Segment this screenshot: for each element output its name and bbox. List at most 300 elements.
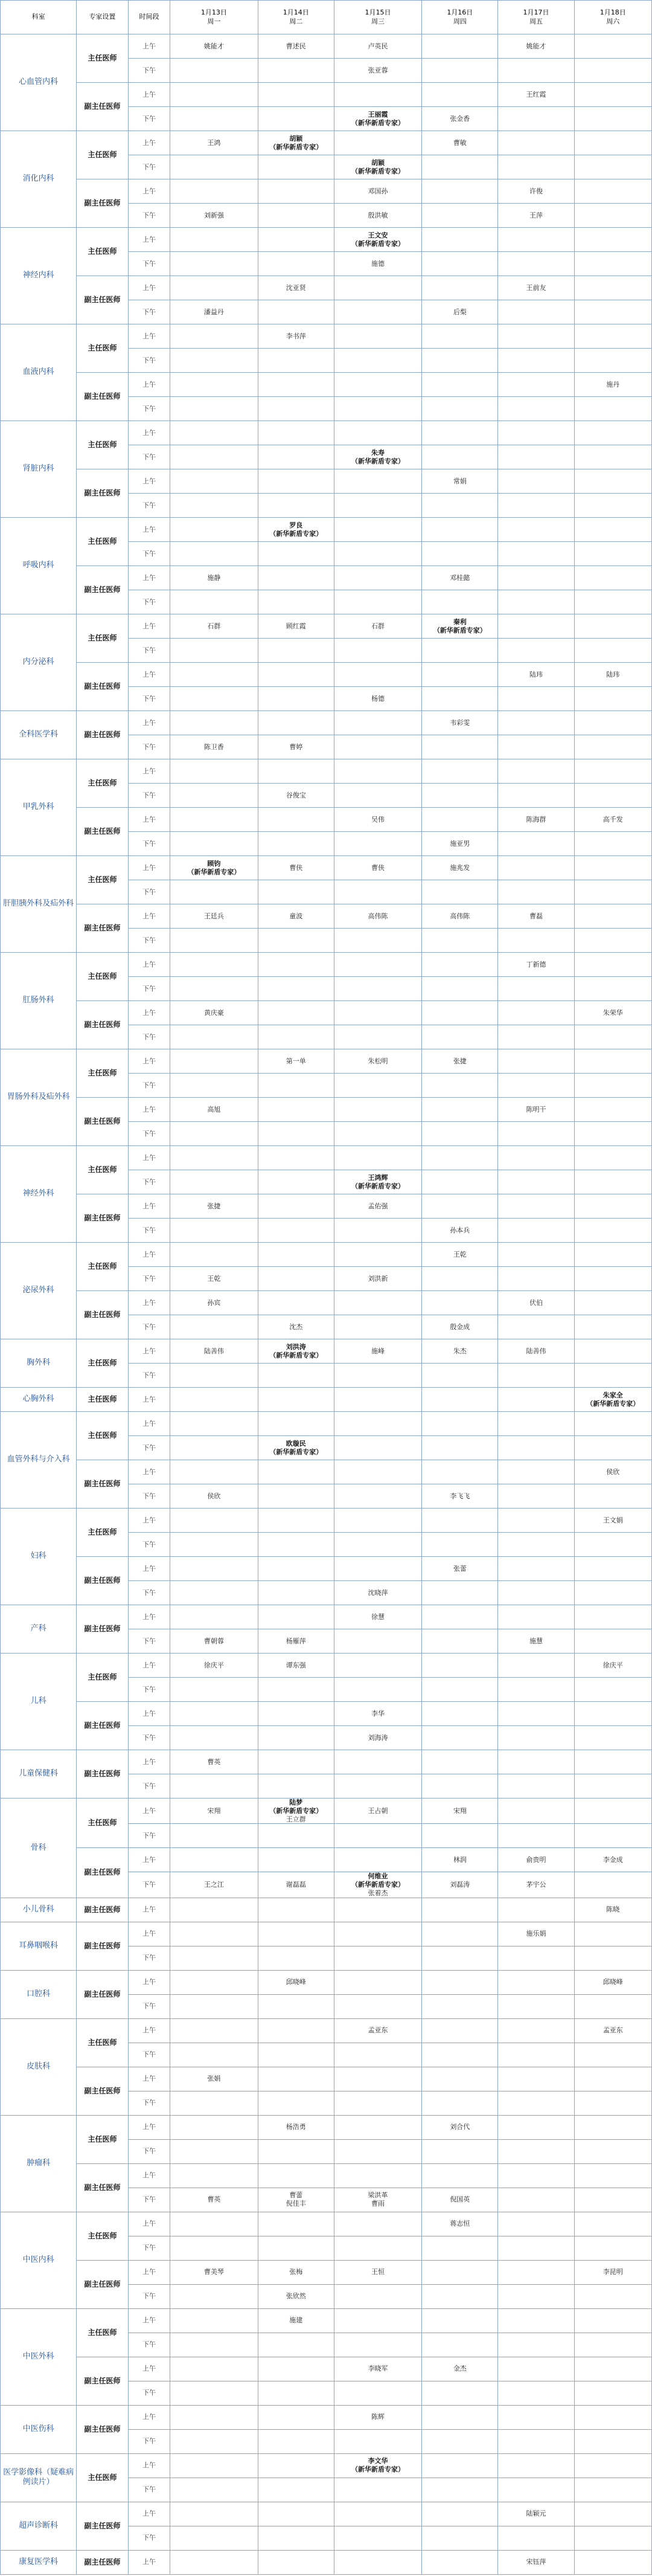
time-slot: 上午 [128, 228, 170, 252]
doctor-name: 谷俊宝 [286, 791, 306, 799]
time-slot: 上午 [128, 2453, 170, 2478]
schedule-cell [574, 179, 651, 204]
schedule-cell [422, 1170, 498, 1194]
schedule-cell [422, 204, 498, 228]
schedule-cell [422, 179, 498, 204]
schedule-cell [498, 1750, 574, 1774]
header-row [1, 1, 652, 34]
schedule-cell [334, 397, 421, 421]
schedule-cell [498, 542, 574, 566]
schedule-cell [574, 445, 651, 469]
time-slot: 上午 [128, 953, 170, 977]
schedule-cell [422, 1702, 498, 1726]
time-slot: 下午 [128, 1994, 170, 2018]
schedule-cell [422, 373, 498, 397]
schedule-cell [422, 2357, 498, 2381]
schedule-cell [422, 2478, 498, 2502]
schedule-cell [498, 1629, 574, 1653]
schedule-cell [498, 1898, 574, 1922]
schedule-cell [574, 1049, 651, 1074]
schedule-cell [498, 2308, 574, 2333]
doctor-title: 主任医师 [77, 228, 129, 276]
schedule-cell [422, 324, 498, 349]
schedule-cell [498, 300, 574, 324]
schedule-cell [574, 1412, 651, 1436]
doctor-title: 副主任医师 [77, 2260, 129, 2308]
doctor-name: 陆玮 [606, 670, 620, 678]
doctor-title: 主任医师 [77, 2212, 129, 2260]
schedule-cell [422, 1994, 498, 2018]
schedule-cell [574, 856, 651, 880]
schedule-cell [498, 614, 574, 639]
doctor-name: 童波 [289, 912, 303, 920]
schedule-cell [498, 1001, 574, 1025]
schedule-cell [170, 373, 258, 397]
schedule-cell [574, 1484, 651, 1509]
col-header-day [498, 1, 574, 34]
time-slot: 上午 [128, 1557, 170, 1581]
schedule-cell [574, 1774, 651, 1798]
doctor-title: 副主任医师 [77, 663, 129, 711]
schedule-cell [258, 1970, 334, 1994]
schedule-cell [422, 614, 498, 639]
table-row [1, 1798, 652, 1824]
table-row [1, 808, 652, 832]
schedule-cell [574, 373, 651, 397]
schedule-cell [422, 1364, 498, 1388]
schedule-cell [258, 614, 334, 639]
doctor-name: 吴伟 [371, 815, 385, 823]
doctor-name: 陈辉 [371, 2413, 385, 2421]
time-slot: 下午 [128, 735, 170, 759]
schedule-cell [170, 1001, 258, 1025]
schedule-cell [574, 784, 651, 808]
schedule-cell [422, 759, 498, 784]
schedule-cell [258, 1702, 334, 1726]
schedule-cell [334, 107, 421, 131]
time-slot: 下午 [128, 397, 170, 421]
schedule-cell [422, 1460, 498, 1484]
time-slot: 下午 [128, 107, 170, 131]
dept-name: 全科医学科 [1, 711, 77, 759]
schedule-cell [498, 759, 574, 784]
doctor-title: 主任医师 [77, 1339, 129, 1388]
schedule-cell [170, 1970, 258, 1994]
schedule-cell [258, 1798, 334, 1824]
schedule-cell [422, 2115, 498, 2139]
doctor-name: 倪国英 [450, 2195, 470, 2204]
time-slot: 上午 [128, 518, 170, 542]
doctor-name: 朱荣华 [602, 1008, 623, 1017]
schedule-cell [574, 2381, 651, 2405]
schedule-cell [334, 324, 421, 349]
schedule-cell [334, 1049, 421, 1074]
time-slot: 下午 [128, 1629, 170, 1653]
doctor-name: 王立群 [286, 1815, 306, 1823]
schedule-cell [258, 2453, 334, 2478]
schedule-cell [258, 1509, 334, 1533]
schedule-cell [170, 856, 258, 880]
table-row [1, 179, 652, 204]
doctor-name: 石群 [371, 622, 385, 630]
schedule-cell [498, 2405, 574, 2429]
schedule-cell [498, 1970, 574, 1994]
schedule-cell [258, 1994, 334, 2018]
doctor-name: 陈晓 [606, 1905, 620, 1914]
expert-name: （新华新盾专家） [187, 868, 241, 876]
table-row [1, 324, 652, 349]
col-header-day [170, 1, 258, 34]
schedule-cell [170, 155, 258, 179]
schedule-cell [498, 1678, 574, 1702]
time-slot: 下午 [128, 929, 170, 953]
schedule-cell [170, 2453, 258, 2478]
table-row [1, 711, 652, 735]
schedule-cell [258, 494, 334, 518]
schedule-cell [334, 2236, 421, 2260]
time-slot: 上午 [128, 2115, 170, 2139]
schedule-cell [258, 1194, 334, 1219]
schedule-cell [422, 2502, 498, 2526]
schedule-cell [334, 2502, 421, 2526]
time-slot: 上午 [128, 373, 170, 397]
schedule-cell [574, 228, 651, 252]
doctor-title: 副主任医师 [77, 1750, 129, 1798]
schedule-cell [170, 2550, 258, 2574]
doctor-name: 殷洪敏 [368, 211, 388, 219]
schedule-cell [334, 2381, 421, 2405]
doctor-name: 侯欣 [606, 1467, 620, 1476]
table-row [1, 953, 652, 977]
schedule-cell [574, 1726, 651, 1750]
expert-name: （新华新盾专家） [269, 1806, 323, 1815]
doctor-title: 主任医师 [77, 2308, 129, 2357]
schedule-cell [258, 832, 334, 856]
time-slot: 上午 [128, 904, 170, 929]
schedule-cell [334, 1219, 421, 1243]
schedule-cell [334, 639, 421, 663]
table-row [1, 1146, 652, 1170]
dept-name: 神经内科 [1, 228, 77, 324]
schedule-cell [574, 880, 651, 904]
schedule-cell [258, 1436, 334, 1460]
schedule-cell [574, 131, 651, 155]
schedule-cell [422, 59, 498, 83]
doctor-name: 邓国孙 [368, 187, 388, 195]
schedule-cell [422, 2236, 498, 2260]
dept-name: 中医外科 [1, 2308, 77, 2405]
doctor-name: 施德 [371, 259, 385, 268]
time-slot: 下午 [128, 349, 170, 373]
schedule-cell [334, 1098, 421, 1122]
day-weekday: 周四 [453, 17, 467, 25]
doctor-name: 曹侠 [289, 863, 303, 872]
col-header-day [334, 1, 421, 34]
schedule-cell [170, 1194, 258, 1219]
schedule-cell [258, 2115, 334, 2139]
col-header-day [258, 1, 334, 34]
schedule-cell [574, 1750, 651, 1774]
schedule-cell [170, 1774, 258, 1798]
schedule-cell [498, 2284, 574, 2308]
schedule-cell [334, 832, 421, 856]
doctor-name: 施峰 [371, 1347, 385, 1355]
doctor-name: 孟佑强 [368, 1202, 388, 1210]
expert-name: 朱寿 [371, 448, 385, 457]
schedule-cell [574, 2091, 651, 2115]
table-row [1, 2357, 652, 2381]
doctor-name: 曹雨 [371, 2200, 385, 2207]
schedule-cell [334, 276, 421, 300]
schedule-cell [422, 1388, 498, 1412]
schedule-cell [170, 1146, 258, 1170]
schedule-cell [498, 1436, 574, 1460]
time-slot: 上午 [128, 324, 170, 349]
doctor-title: 主任医师 [77, 1509, 129, 1557]
schedule-cell [334, 1339, 421, 1364]
time-slot: 下午 [128, 1364, 170, 1388]
schedule-cell [334, 228, 421, 252]
doctor-title: 副主任医师 [77, 1557, 129, 1605]
time-slot: 上午 [128, 1460, 170, 1484]
schedule-cell [498, 2550, 574, 2574]
schedule-cell [574, 2188, 651, 2212]
time-slot: 上午 [128, 1750, 170, 1774]
schedule-cell [334, 1774, 421, 1798]
schedule-cell [498, 1267, 574, 1291]
doctor-name: 蒋志恒 [450, 2220, 470, 2228]
schedule-cell [258, 155, 334, 179]
doctor-name: 姚能才 [526, 42, 546, 50]
schedule-cell [334, 663, 421, 687]
doctor-name: 陈明干 [526, 1105, 546, 1113]
schedule-cell [574, 929, 651, 953]
time-slot: 上午 [128, 1291, 170, 1315]
schedule-cell [498, 2429, 574, 2453]
table-row [1, 2018, 652, 2043]
schedule-cell [498, 1315, 574, 1339]
schedule-cell [170, 2212, 258, 2236]
doctor-name: 王红霞 [526, 90, 546, 98]
table-row [1, 1291, 652, 1315]
doctor-title: 主任医师 [77, 34, 129, 83]
schedule-cell [258, 663, 334, 687]
schedule-cell [574, 542, 651, 566]
schedule-cell [334, 1872, 421, 1898]
schedule-cell [170, 1170, 258, 1194]
doctor-name: 邓桂懿 [450, 573, 470, 582]
schedule-cell [422, 1315, 498, 1339]
schedule-cell [334, 1702, 421, 1726]
schedule-cell [422, 300, 498, 324]
schedule-cell [334, 1750, 421, 1774]
schedule-cell [422, 2067, 498, 2091]
col-header-title: 专家设置 [77, 1, 129, 34]
schedule-cell [170, 1702, 258, 1726]
time-slot: 下午 [128, 1946, 170, 1970]
schedule-cell [170, 711, 258, 735]
schedule-cell [422, 1412, 498, 1436]
schedule-cell [422, 1436, 498, 1460]
doctor-name: 徐慧 [371, 1612, 385, 1621]
schedule-cell [498, 204, 574, 228]
doctor-title: 副主任医师 [77, 83, 129, 131]
schedule-cell [422, 1898, 498, 1922]
schedule-cell [334, 1629, 421, 1653]
time-slot: 下午 [128, 1267, 170, 1291]
schedule-cell [258, 2357, 334, 2381]
schedule-cell [170, 2381, 258, 2405]
schedule-cell [574, 2429, 651, 2453]
schedule-cell [498, 1533, 574, 1557]
schedule-cell [258, 518, 334, 542]
schedule-cell [574, 1364, 651, 1388]
schedule-cell [422, 1824, 498, 1848]
doctor-name: 李晓军 [368, 2365, 388, 2373]
schedule-cell [498, 2381, 574, 2405]
schedule-cell [498, 445, 574, 469]
schedule-cell [334, 2478, 421, 2502]
schedule-cell [422, 421, 498, 445]
doctor-name: 曹英 [207, 2195, 221, 2204]
time-slot: 上午 [128, 2308, 170, 2333]
schedule-cell [258, 252, 334, 276]
schedule-cell [422, 663, 498, 687]
schedule-cell [422, 2043, 498, 2067]
schedule-cell [574, 1219, 651, 1243]
schedule-cell [258, 1872, 334, 1898]
schedule-cell [422, 34, 498, 59]
schedule-cell [574, 1243, 651, 1267]
schedule-cell [498, 1509, 574, 1533]
schedule-cell [422, 349, 498, 373]
schedule-cell [498, 179, 574, 204]
schedule-cell [422, 1098, 498, 1122]
expert-name: 欧璇民 [286, 1439, 306, 1447]
time-slot: 上午 [128, 1702, 170, 1726]
doctor-name: 陆善伟 [203, 1347, 224, 1355]
schedule-cell [334, 2405, 421, 2429]
doctor-title: 副主任医师 [77, 2502, 129, 2550]
doctor-name: 施亚男 [450, 839, 470, 848]
doctor-name: 宋钰萍 [526, 2558, 546, 2566]
time-slot: 下午 [128, 155, 170, 179]
schedule-cell [574, 2212, 651, 2236]
schedule-cell [574, 2139, 651, 2163]
doctor-name: 陈海群 [526, 815, 546, 823]
schedule-cell [498, 1922, 574, 1946]
expert-name: 李文华 [368, 2457, 388, 2465]
time-slot: 上午 [128, 2357, 170, 2381]
schedule-cell [334, 1509, 421, 1533]
schedule-cell [170, 469, 258, 494]
expert-name: 朱家全 [602, 1391, 623, 1399]
schedule-cell [498, 1146, 574, 1170]
schedule-cell [422, 1750, 498, 1774]
schedule-cell [422, 2526, 498, 2550]
schedule-cell [170, 1291, 258, 1315]
col-header-day [574, 1, 651, 34]
schedule-cell [258, 83, 334, 107]
schedule-cell [422, 252, 498, 276]
doctor-name: 施乐娟 [526, 1930, 546, 1938]
schedule-cell [574, 1291, 651, 1315]
schedule-cell [258, 1946, 334, 1970]
doctor-name: 张梅 [289, 2268, 303, 2276]
schedule-cell [574, 2284, 651, 2308]
time-slot: 下午 [128, 832, 170, 856]
table-row [1, 1702, 652, 1726]
doctor-title: 主任医师 [77, 518, 129, 566]
schedule-cell [498, 856, 574, 880]
table-row [1, 1049, 652, 1074]
table-row [1, 1970, 652, 1994]
schedule-cell [498, 1194, 574, 1219]
schedule-cell [574, 276, 651, 300]
table-row [1, 1605, 652, 1629]
schedule-cell [334, 1533, 421, 1557]
doctor-title: 主任医师 [77, 421, 129, 469]
schedule-cell [334, 1194, 421, 1219]
time-slot: 下午 [128, 1484, 170, 1509]
schedule-cell [498, 2018, 574, 2043]
time-slot: 下午 [128, 1533, 170, 1557]
doctor-title: 副主任医师 [77, 373, 129, 421]
schedule-cell [422, 1653, 498, 1678]
schedule-cell [334, 880, 421, 904]
expert-name: （新华新盾专家） [586, 1399, 640, 1408]
schedule-cell [258, 1025, 334, 1049]
schedule-cell [334, 2429, 421, 2453]
doctor-name: 倪佳丰 [286, 2200, 306, 2207]
schedule-cell [258, 566, 334, 590]
time-slot: 下午 [128, 1436, 170, 1460]
schedule-cell [258, 469, 334, 494]
schedule-cell [574, 1267, 651, 1291]
schedule-cell [422, 1533, 498, 1557]
expert-name: 何维业 [368, 1872, 388, 1881]
schedule-cell [334, 2357, 421, 2381]
day-weekday: 周五 [529, 17, 543, 25]
schedule-cell [498, 1074, 574, 1098]
schedule-cell [334, 1146, 421, 1170]
doctor-title: 主任医师 [77, 1146, 129, 1194]
time-slot: 上午 [128, 1605, 170, 1629]
time-slot: 上午 [128, 2550, 170, 2574]
schedule-cell [498, 1460, 574, 1484]
schedule-cell [574, 566, 651, 590]
schedule-cell [170, 1994, 258, 2018]
time-slot: 上午 [128, 1388, 170, 1412]
schedule-cell [170, 1726, 258, 1750]
time-slot: 下午 [128, 1025, 170, 1049]
schedule-cell [498, 228, 574, 252]
doctor-name: 陆玮 [529, 670, 543, 678]
schedule-cell [498, 2478, 574, 2502]
schedule-cell [334, 34, 421, 59]
schedule-cell [574, 663, 651, 687]
schedule-cell [422, 2139, 498, 2163]
schedule-cell [574, 349, 651, 373]
schedule-cell [574, 977, 651, 1001]
doctor-title: 副主任医师 [77, 2550, 129, 2574]
schedule-cell [170, 1653, 258, 1678]
schedule-cell [574, 1629, 651, 1653]
schedule-cell [334, 2018, 421, 2043]
schedule-cell [170, 832, 258, 856]
expert-name: （新华新盾专家） [351, 239, 405, 248]
schedule-cell [498, 469, 574, 494]
